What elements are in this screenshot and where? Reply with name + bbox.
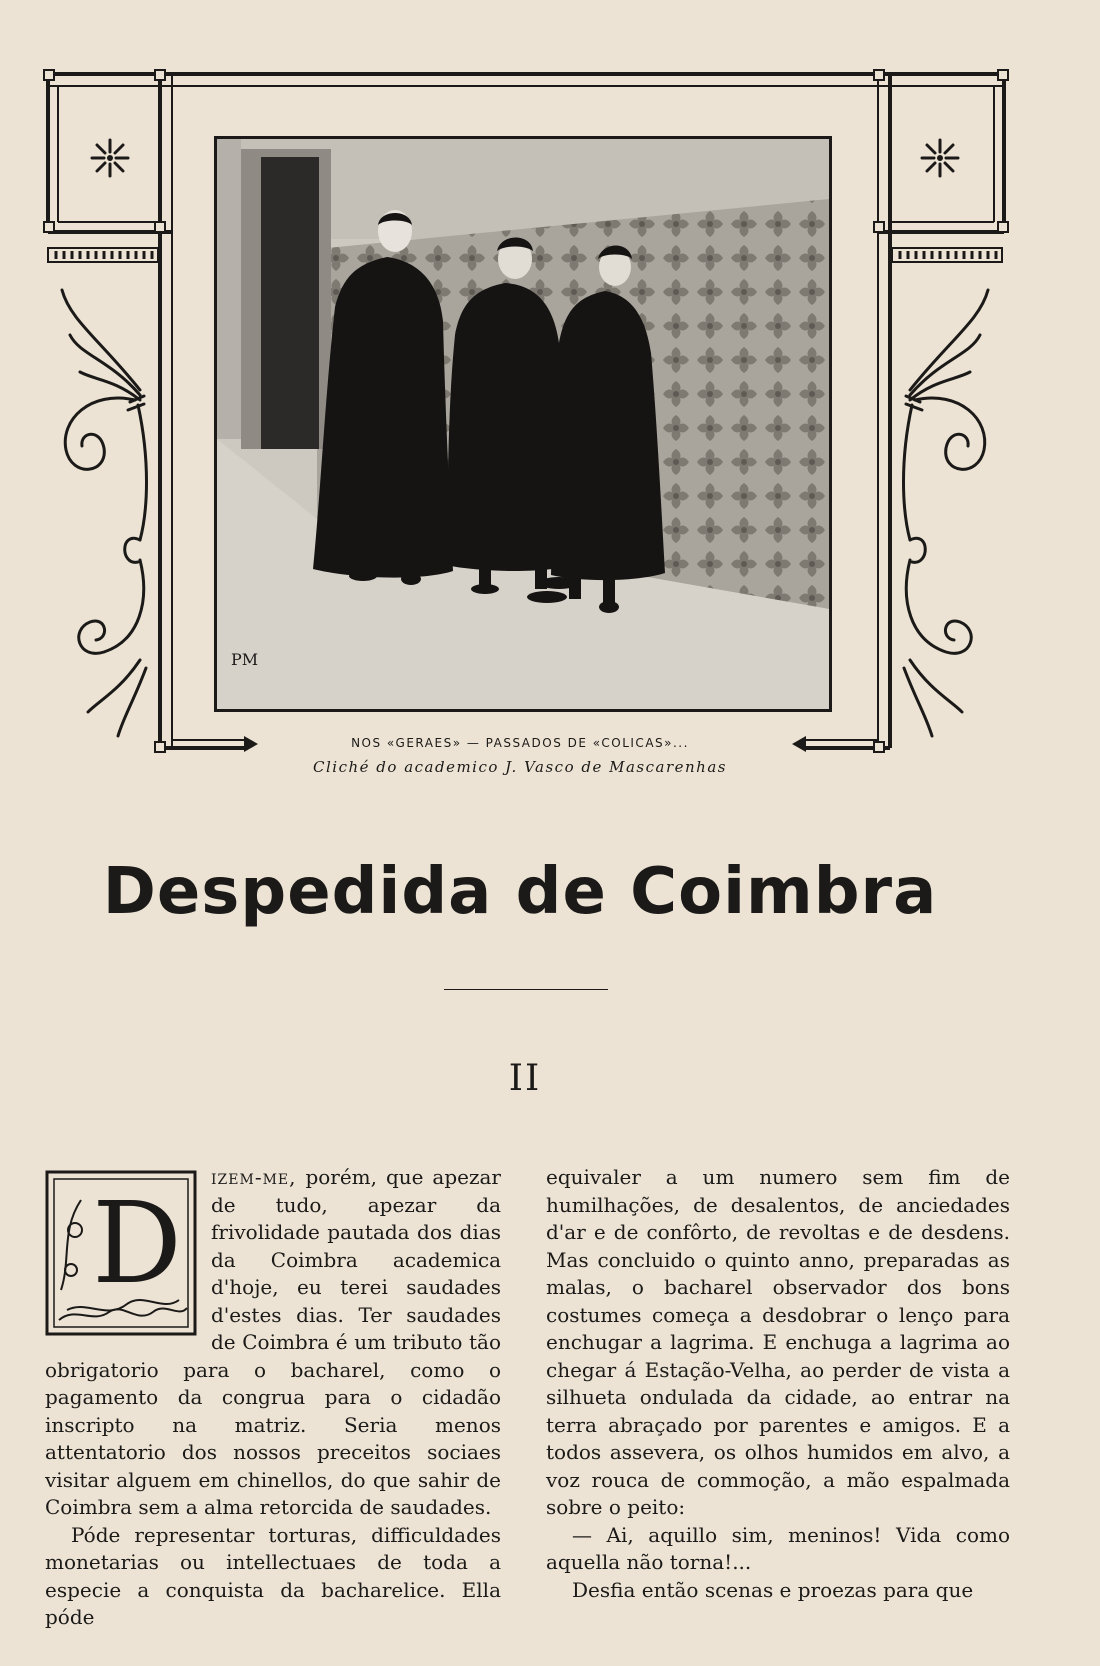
drop-cap: [45, 1170, 197, 1336]
paragraph: Póde representar torturas, difficuldades monetarias ou intellectuaes de toda a especie a conquista da bacharelice. Ella póde: [45, 1522, 501, 1629]
section-numeral: II: [508, 1058, 542, 1099]
photo-monogram: PM: [231, 650, 259, 669]
article-column-right: [546, 1164, 1010, 1604]
photo-caption-title: NOS «GERAES» — PASSADOS DE «COLICAS»...: [351, 736, 689, 750]
article-title: Despedida de Coimbra: [102, 855, 938, 929]
photograph: [214, 136, 832, 712]
opening-word: izem-me,: [211, 1165, 297, 1189]
drop-cap-letter: D: [92, 1179, 182, 1309]
dialogue-line: — Ai, aquillo sim, meninos! Vida como aquella não torna!...: [546, 1522, 1010, 1574]
paragraph: Desfia então scenas e proezas para que: [572, 1577, 974, 1602]
title-rule: [444, 989, 608, 990]
paragraph: izem-me, porém, que apezar de tudo, apezar da frivolidade pautada dos dias da Coimbra academica d'hoje, eu terei saudades d'estes dias. Ter saudades de Coimbra é um tributo tão obrigatorio para o bacharel, como o pagamento da congrua para o cidadão inscripto na matriz. Seria menos attentatorio dos nossos preceitos sociaes visitar alguem em chinellos, do que sahir de Coimbra sem a alma retorcida de saudades.: [45, 1165, 501, 1519]
photo-caption-credit: Cliché do academico J. Vasco de Mascarenhas: [313, 758, 727, 776]
article-column-left: [45, 1164, 501, 1632]
paragraph: equivaler a um numero sem fim de humilhações, de desalentos, de anciedades d'ar e de confôrto, de revoltas e de desdens. Mas concluido o quinto anno, preparadas as malas, o bacharel observador dos bons costumes começa a desdobrar o lenço para enchugar a lagrima. E enchuga a lagrima ao chegar á Estação-Velha, ao perder de vista a silhueta ondulada da cidade, ao entrar na terra abraçado por parentes e amigos. E a todos assevera, os olhos humidos em alvo, a voz rouca de commoção, a mão espalmada sobre o peito:: [546, 1165, 1010, 1519]
